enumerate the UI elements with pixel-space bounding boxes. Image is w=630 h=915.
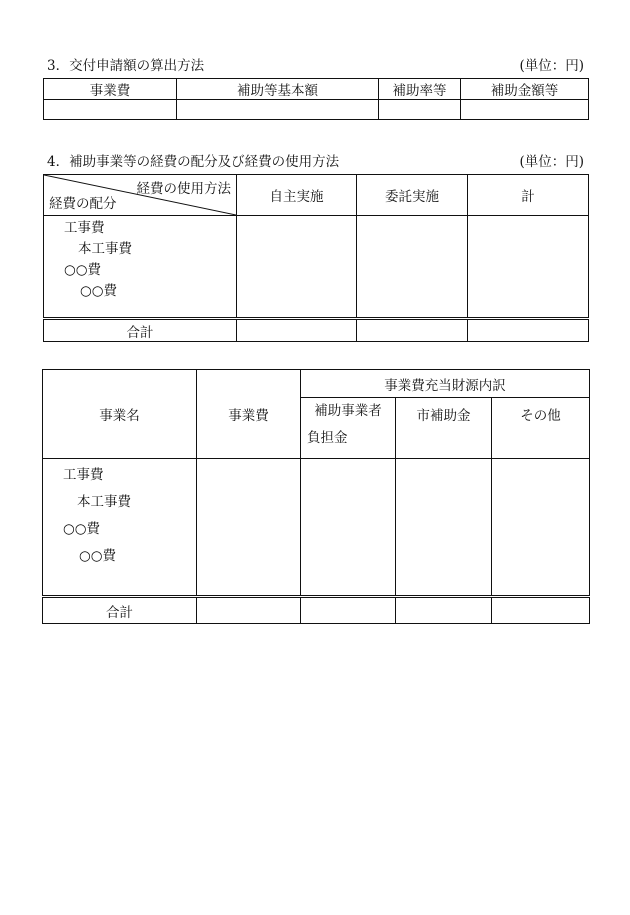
- funding-header-row-1: [43, 370, 590, 398]
- total3-futankin[interactable]: [301, 597, 396, 624]
- header-futankin: [301, 398, 396, 459]
- cell-itaku[interactable]: [357, 216, 468, 319]
- allocation-header-row: [44, 175, 589, 216]
- cell3-futankin[interactable]: [301, 459, 396, 597]
- item-marumaru-1: ○○費: [64, 262, 102, 278]
- header-kei: 計: [468, 175, 589, 216]
- diag-top-label: 経費の使用方法: [136, 181, 231, 197]
- total3-jigyohi[interactable]: [197, 597, 301, 624]
- header-jigyohi: 事業費: [44, 79, 177, 100]
- header-futankin-line1: 補助事業者: [314, 403, 382, 419]
- section3-title: 3．交付申請額の算出方法: [47, 58, 205, 74]
- item-kojihi: 工事費: [64, 220, 105, 236]
- cell-kingaku[interactable]: [461, 100, 589, 120]
- item3-marumaru-2: ○○費: [79, 548, 117, 564]
- cell3-sonota[interactable]: [492, 459, 590, 597]
- total3-label: 合計: [43, 597, 197, 624]
- allocation-body-row: [44, 216, 589, 319]
- section4-unit: (単位：円): [519, 154, 584, 170]
- allocation-items-cell: [44, 216, 237, 319]
- total3-shihojokin[interactable]: [396, 597, 492, 624]
- item3-kojihi: 工事費: [63, 467, 104, 483]
- cell-ritsu[interactable]: [379, 100, 461, 120]
- calculation-value-row: [44, 100, 589, 120]
- header-jigyomei: 事業名: [43, 370, 197, 459]
- header-sonota: その他: [492, 398, 590, 459]
- allocation-table: [43, 174, 589, 342]
- section3-unit: (単位：円): [519, 58, 584, 74]
- header-kingaku: 補助金額等: [461, 79, 589, 100]
- cell-kihongaku[interactable]: [177, 100, 379, 120]
- total-kei[interactable]: [468, 319, 589, 342]
- funding-total-row: [43, 597, 590, 624]
- header-jishu: 自主実施: [237, 175, 357, 216]
- funding-body-row: [43, 459, 590, 597]
- item3-honkojihi: 本工事費: [77, 494, 131, 510]
- total3-sonota[interactable]: [492, 597, 590, 624]
- cell-kei[interactable]: [468, 216, 589, 319]
- calculation-table: [43, 78, 589, 120]
- item3-marumaru-1: ○○費: [63, 521, 101, 537]
- item-honkojihi: 本工事費: [78, 241, 132, 257]
- header-kihongaku: 補助等基本額: [177, 79, 379, 100]
- allocation-total-row: [44, 319, 589, 342]
- header-shihojokin: 市補助金: [396, 398, 492, 459]
- calculation-header-row: [44, 79, 589, 100]
- section4-title: 4．補助事業等の経費の配分及び経費の使用方法: [47, 154, 340, 170]
- header-ritsu: 補助率等: [379, 79, 461, 100]
- item-marumaru-2: ○○費: [80, 283, 118, 299]
- funding-items-cell: [43, 459, 197, 597]
- total-itaku[interactable]: [357, 319, 468, 342]
- cell3-shihojokin[interactable]: [396, 459, 492, 597]
- funding-table: [42, 369, 590, 624]
- header-zaigen-uchiwake: 事業費充当財源内訳: [301, 370, 590, 398]
- header-futankin-line2: 負担金: [307, 430, 348, 446]
- cell-jishu[interactable]: [237, 216, 357, 319]
- diagonal-header-cell: [44, 175, 237, 216]
- header-itaku: 委託実施: [357, 175, 468, 216]
- section3-heading: [47, 54, 586, 74]
- total-jishu[interactable]: [237, 319, 357, 342]
- cell3-jigyohi[interactable]: [197, 459, 301, 597]
- section4-heading: [47, 150, 586, 170]
- diag-bottom-label: 経費の配分: [49, 196, 117, 212]
- cell-jigyohi[interactable]: [44, 100, 177, 120]
- total-label: 合計: [44, 319, 237, 342]
- header-jigyohi-2: 事業費: [197, 370, 301, 459]
